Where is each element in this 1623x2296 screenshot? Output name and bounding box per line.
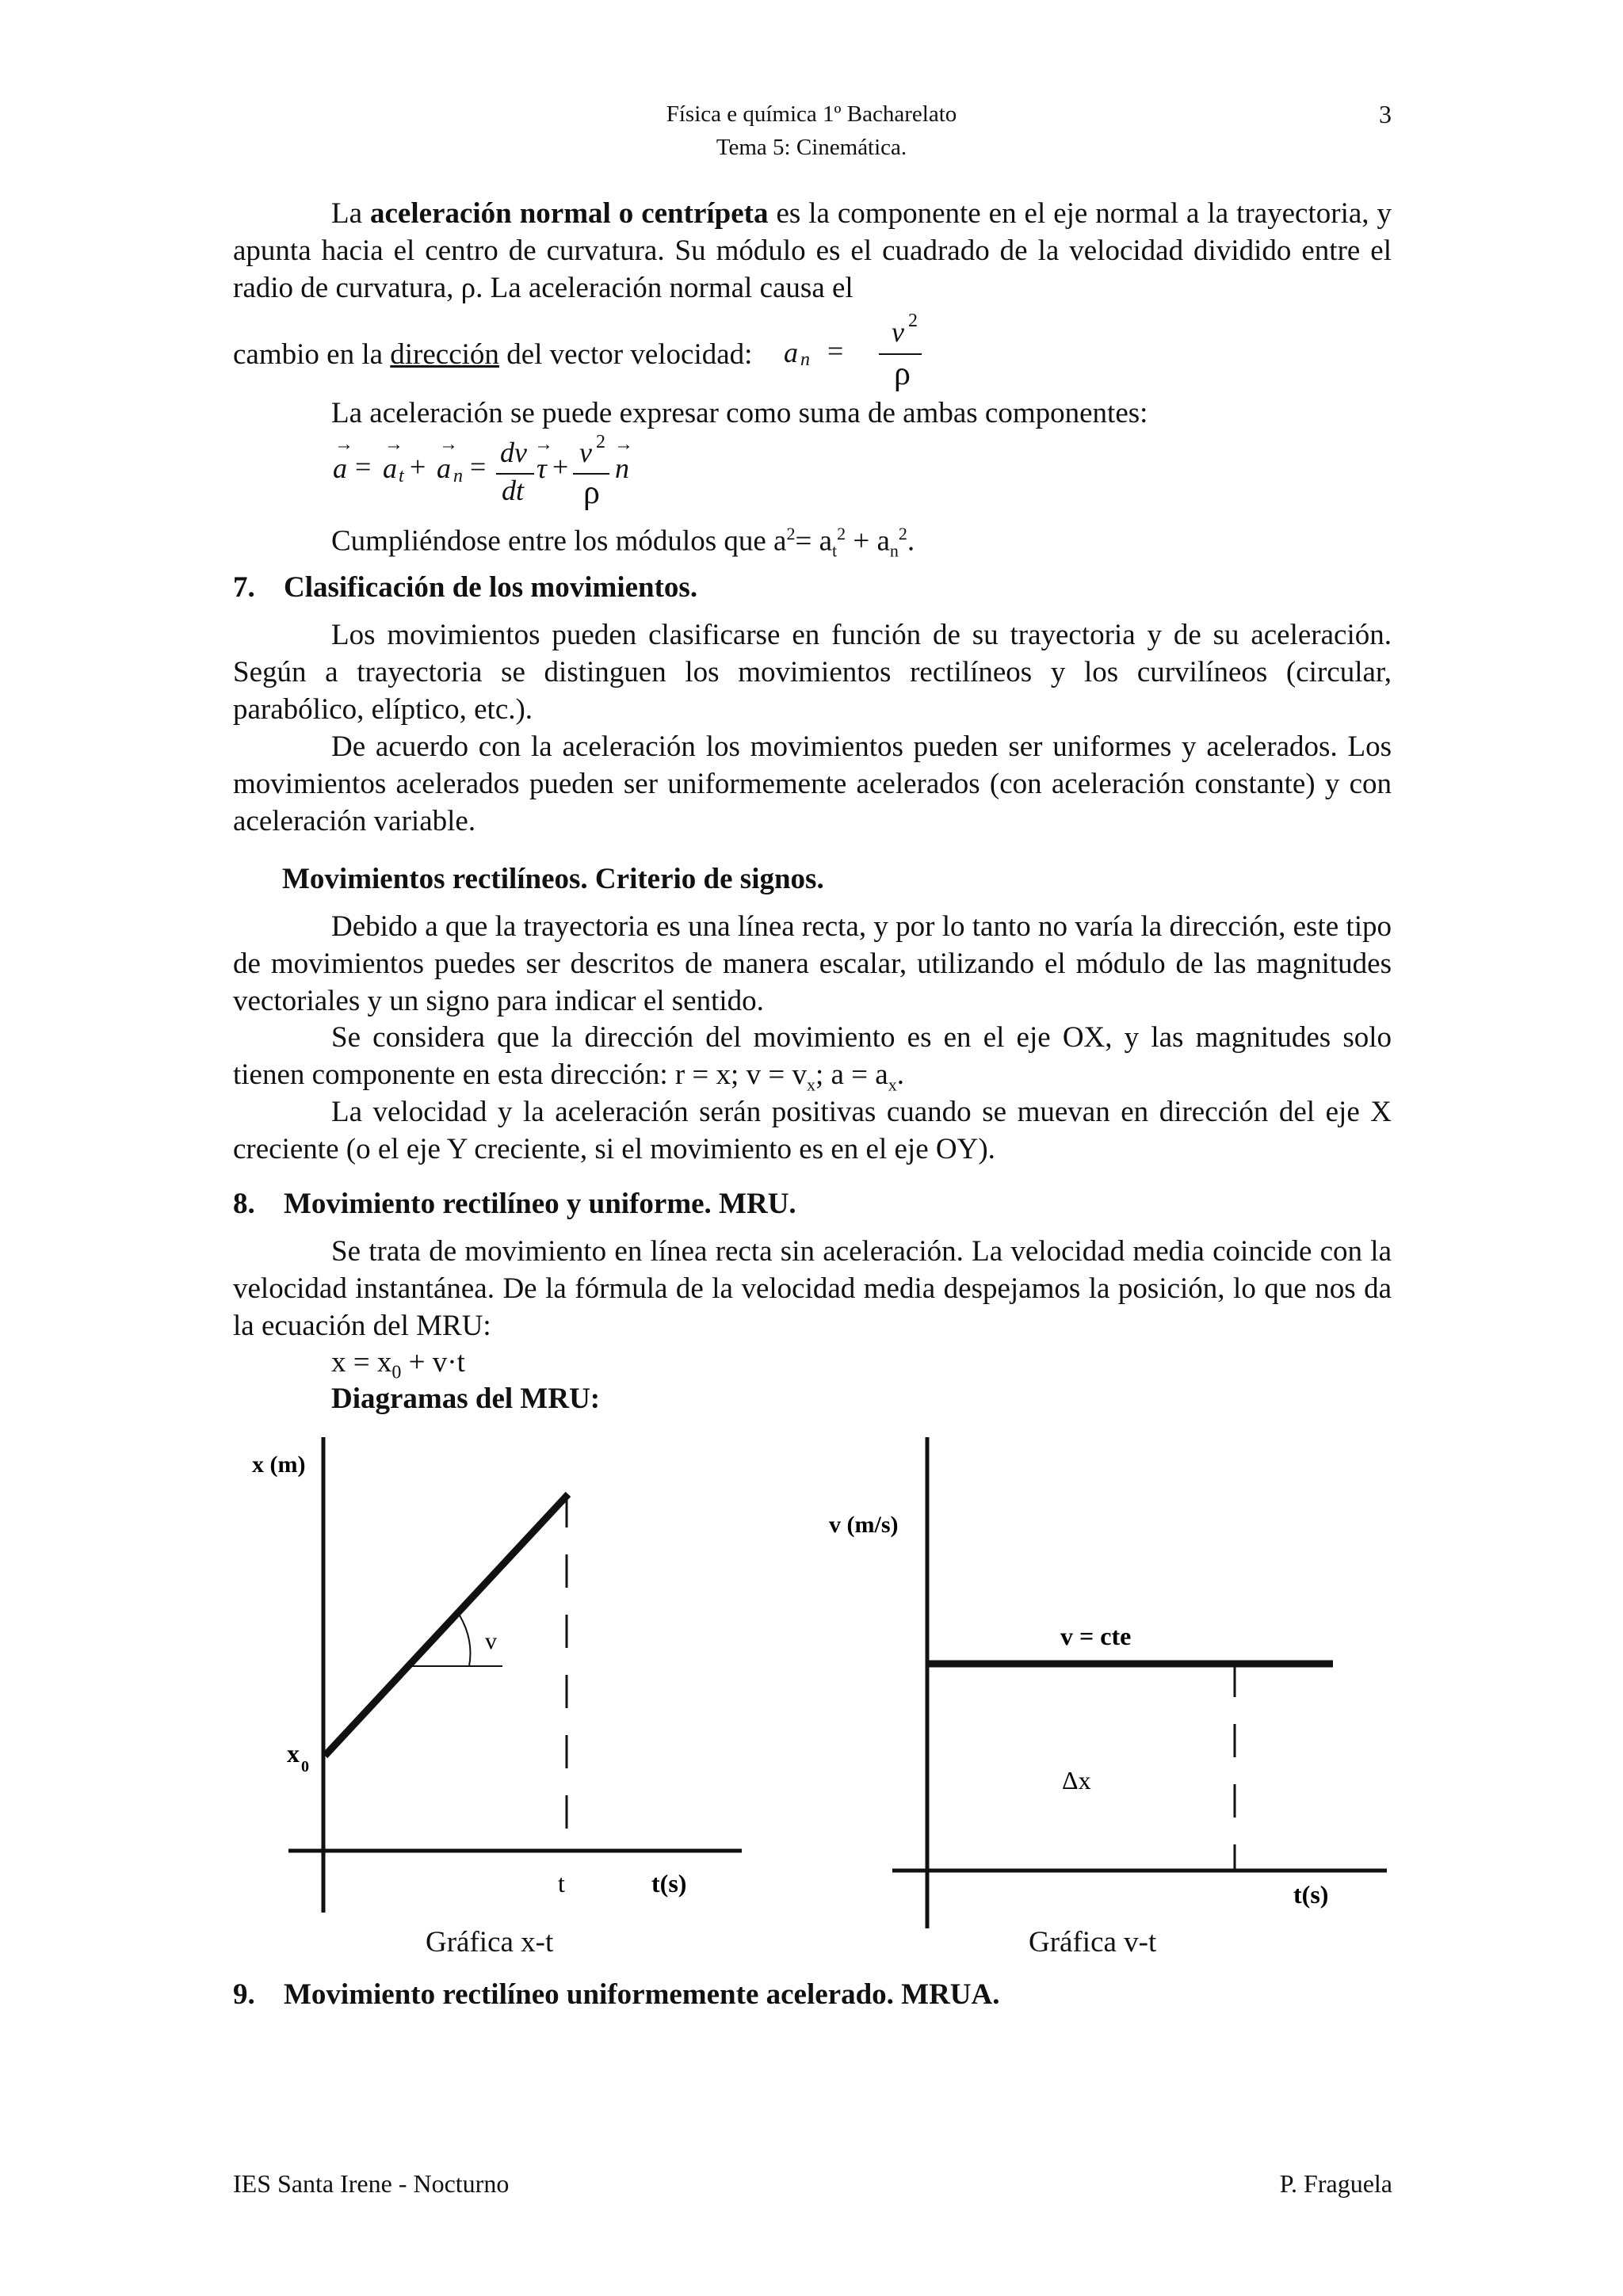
bold-term: aceleración normal o centrípeta (369, 197, 769, 230)
velocity-line-label: v = cte (1060, 1622, 1132, 1650)
formula-symbol: τ (537, 452, 547, 484)
vector-arrow: → (384, 434, 403, 455)
section-7-heading (233, 569, 697, 606)
superscript: 2 (837, 524, 846, 543)
text-run: La (331, 197, 370, 230)
subsection-heading: Movimientos rectilíneos. Criterio de signos. (282, 863, 824, 895)
header-line-1: Física e química 1º Bacharelato (666, 101, 957, 127)
formula-symbol: n (615, 452, 629, 484)
formula-denominator: dt (502, 475, 525, 506)
subscript: x (806, 1074, 815, 1095)
subscript: x (888, 1074, 897, 1095)
angle-label: v (485, 1628, 497, 1654)
text-run: Se considera que la dirección del movimiento es en el eje OX, y las magnitudes solo tienen componente en esta dirección: r = x; v = v (233, 1021, 1392, 1091)
subscript: t (832, 540, 838, 561)
paragraph-mru: Se trata de movimiento en línea recta sin aceleración. La velocidad media coincide con la velocidad instantánea. De la fórmula de la velocidad media despejamos la posición, lo que nos da la ecuación del MRU: (233, 1235, 1392, 1342)
graph-v-t (808, 1426, 1395, 1933)
vector-arrow: → (334, 434, 353, 455)
vector-arrow: → (439, 434, 458, 455)
formula-subscript: n (453, 466, 463, 486)
formula-denominator: ρ (894, 356, 911, 392)
caption-v-t: Gráfica v-t (1029, 1926, 1157, 1958)
text-run: cambio en la (233, 338, 391, 371)
x-axis-label: t(s) (651, 1869, 687, 1897)
section-8-heading (233, 1185, 796, 1222)
formula-subscript: t (399, 466, 404, 486)
section-title: Movimiento rectilíneo uniformemente acelerado. MRUA. (284, 1978, 1000, 2011)
vector-arrow: → (614, 434, 633, 455)
superscript: 2 (786, 524, 796, 543)
formula-symbol: a (784, 337, 798, 368)
formula-symbol: a (333, 452, 347, 484)
displacement-area-label: Δx (1062, 1766, 1091, 1794)
text-run: Cumpliéndose entre los módulos que a (331, 524, 787, 558)
formula-symbol: a (437, 452, 451, 484)
section-title: Clasificación de los movimientos. (284, 571, 698, 604)
text-run: = a (795, 524, 832, 558)
paragraph-scalar-description: Debido a que la trayectoria es una línea recta, y por lo tanto no varía la dirección, este tipo de movimientos puedes ser descritos de manera escalar, utilizando el módulo de las magnitudes vectoriales y un signo para indicar el sentido. (233, 910, 1392, 1017)
text-run: x = x (331, 1346, 392, 1379)
subscript: 0 (391, 1362, 402, 1383)
footer-right: P. Fraguela (1279, 2169, 1392, 2198)
section-number: 9. (233, 1978, 255, 2011)
section-number: 8. (233, 1188, 255, 1220)
formula-subscript: n (800, 349, 810, 370)
subscript: n (889, 540, 899, 561)
formula-operator: + (552, 451, 569, 482)
paragraph-sum-intro: La aceleración se puede expresar como suma de ambas componentes: (331, 397, 1148, 429)
text-run: ; a = a (815, 1058, 888, 1091)
paragraph-uniform-accelerated: De acuerdo con la aceleración los movimientos pueden ser uniformes y acelerados. Los movimientos acelerados pueden ser uniformemente acelerados (con aceleración constante) y con aceleración variable. (233, 730, 1392, 837)
footer-left: IES Santa Irene - Nocturno (233, 2169, 510, 2198)
paragraph-classification: Los movimientos pueden clasificarse en función de su trayectoria y de su aceleración. Según a trayectoria se distinguen los movimientos rectilíneos y los curvilíneos (circular, parabólico, elíptico, etc.). (233, 619, 1392, 726)
caption-x-t: Gráfica x-t (426, 1926, 554, 1958)
y-axis-label: x (m) (252, 1451, 306, 1478)
formula-numerator: v (892, 316, 904, 348)
text-run: + v·t (401, 1346, 465, 1379)
formula-numerator: v (579, 437, 592, 468)
paragraph-normal-acceleration (233, 195, 1392, 307)
text-run: es la componente en el eje normal a la trayectoria, y apunta hacia el centro de curvatura. Su módulo es el cuadrado de la velocidad dividido entre el radio de curvatura, ρ. La aceleración normal causa el (233, 197, 1392, 304)
graph-x-t (238, 1426, 761, 1933)
text-run: . (896, 1058, 904, 1091)
paragraph-sign-criterion: La velocidad y la aceleración serán positivas cuando se muevan en dirección del eje X creciente (o el eje Y creciente, si el movimiento es en el eje OY). (233, 1096, 1392, 1165)
position-line (325, 1494, 568, 1756)
text-run: del vector velocidad: (498, 338, 753, 371)
angle-arc (460, 1615, 471, 1666)
header-line-2: Tema 5: Cinemática. (716, 135, 907, 160)
time-label: t (558, 1869, 565, 1897)
text-run: . (907, 524, 915, 558)
paragraph-modules (331, 515, 915, 570)
section-9-heading (233, 1976, 1000, 2013)
page-number: 3 (1379, 100, 1392, 128)
underlined-term: dirección (390, 338, 499, 371)
diagrams-title: Diagramas del MRU: (331, 1383, 601, 1415)
formula-operator: + (410, 451, 426, 482)
formula-superscript: 2 (908, 311, 918, 331)
formula-operator: = (827, 335, 844, 367)
x-axis-label: t(s) (1293, 1880, 1329, 1909)
vector-arrow: → (534, 434, 553, 455)
x0-subscript: 0 (301, 1758, 309, 1775)
paragraph-ox-axis (233, 1019, 1392, 1103)
formula-symbol: a (383, 452, 397, 484)
y-axis-label: v (m/s) (829, 1512, 899, 1538)
paragraph-direction-line (233, 336, 752, 373)
x0-label: x (287, 1739, 300, 1768)
text-run: + a (846, 524, 890, 558)
superscript: 2 (898, 524, 907, 543)
formula-denominator: ρ (583, 475, 600, 511)
section-title: Movimiento rectilíneo y uniforme. MRU. (284, 1188, 796, 1220)
formula-numerator: dv (500, 437, 527, 468)
formula-superscript: 2 (596, 432, 605, 452)
section-number: 7. (233, 571, 255, 604)
formula-operator: = (355, 451, 372, 482)
formula-operator: = (470, 451, 487, 482)
